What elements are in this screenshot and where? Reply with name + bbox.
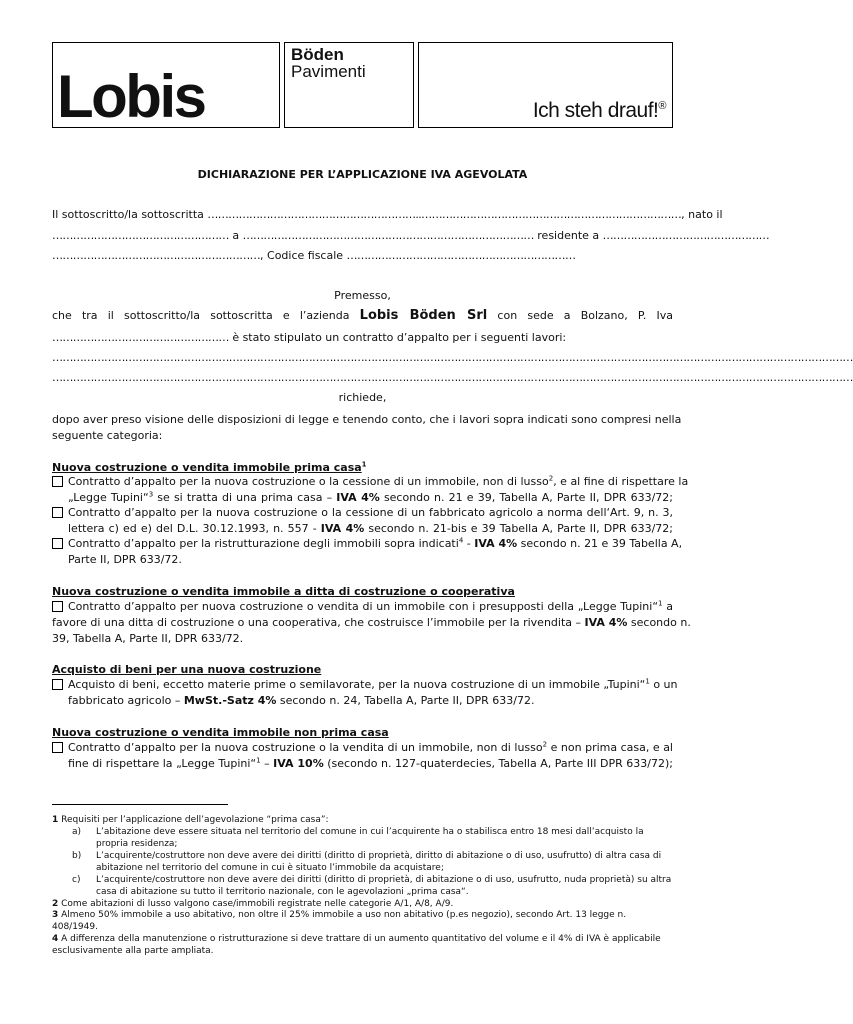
checkbox-renovation[interactable] — [52, 538, 63, 549]
section-1-heading: Nuova costruzione o vendita immobile prima casa$^1$ — [52, 460, 367, 474]
premesso: Premesso, — [334, 289, 391, 302]
s1-item2-line1: Contratto d’appalto per la nuova costruzione o la cessione di un fabbricato agricolo a norma dell‘Art. 9, n. 3, — [68, 506, 673, 519]
slogan-box — [418, 42, 673, 128]
document-title: DICHIARAZIONE PER L’APPLICAZIONE IVA AGEVOLATA — [197, 168, 528, 181]
s4-line2: fine di rispettare la „Legge Tupini“$^1$ – IVA 10% (secondo n. 127-quaterdecies, Tabella A, Parte III DPR 633/72); — [68, 756, 673, 770]
s3-line2: fabbricato agricolo – MwSt.-Satz 4% secondo n. 24, Tabella A, Parte II, DPR 633/72. — [68, 694, 535, 707]
footnote-1c: c) L’acquirente/costruttore non deve avere dei diritti (diritto di proprietà, di abitazione o di uso, usufrutto, nuda proprietà) su altra casa di abitazione su tutto il territorio nazionale, con le agevolazioni „prima casa“. — [72, 875, 672, 897]
section-4-heading: Nuova costruzione o vendita immobile non prima casa — [52, 726, 389, 739]
intro-line-2: …………………………………………… a ………………………………………………………………………… residente a ………………………………………… — [52, 229, 770, 242]
checkbox-agricultural[interactable] — [52, 507, 63, 518]
richiede: richiede, — [338, 391, 387, 404]
logo-main-text: Lobis — [57, 63, 205, 130]
intro-line-3: ……………………………………………………, Codice fiscale ………………………………………………………… — [52, 249, 576, 262]
registered-mark: ® — [658, 100, 666, 112]
s3-line1: Acquisto di beni, eccetto materie prime o semilavorate, per la nuova costruzione di un immobile „Tupini“$^1$ o un — [68, 677, 678, 691]
body-line-1: dopo aver preso visione delle disposizioni di legge e tenendo conto, che i lavori sopra indicati sono compresi nella — [52, 413, 682, 426]
footnote-4: 4 A differenza della manutenzione o ristrutturazione si deve trattare di un aumento quantitativo del volume e il 4% di IVA è applicabile esclusivamente alla parte ampliata. — [52, 934, 661, 956]
intro-line-1: Il sottoscritto/la sottoscritta ……………………………………………………..…………………………………………………………………, nato il — [52, 208, 723, 221]
boden-logo — [284, 42, 414, 128]
body-line-2: seguente categoria: — [52, 429, 163, 442]
premise-dots-line-1: …………………………………………………………………………………………………………………………………………………………………………………………………………… — [52, 351, 853, 364]
s4-line1: Contratto d’appalto per la nuova costruzione o la vendita di un immobile, non di lusso$^2$ e non prima casa, e al — [68, 740, 673, 754]
company-name: Lobis Böden Srl — [359, 308, 488, 323]
s1-item1-line2: „Legge Tupini“$^3$ se si tratta di una prima casa – IVA 4% secondo n. 21 e 39, Tabella A, Parte II, DPR 633/72; — [68, 490, 674, 504]
footnote-separator — [52, 804, 228, 805]
checkbox-goods-purchase[interactable] — [52, 679, 63, 690]
premise-dots-line-2: …………………………………………………………………………………………………………………………………………………………………………………………………………… — [52, 371, 853, 384]
footnote-1b: b) L’acquirente/costruttore non deve avere dei diritti (diritto di proprietà, diritto di abitazione o di uso, usufrutto) di altra casa di abitazione nel territorio del comune in cui è situato l’immobile da acquistare; — [72, 851, 662, 873]
s1-item1-line1: Contratto d’appalto per la nuova costruzione o la cessione di un immobile, non di lusso$^2$, e al fine di rispettare la — [68, 474, 689, 488]
checkbox-not-prima-casa[interactable] — [52, 742, 63, 753]
checkbox-prima-casa-new[interactable] — [52, 476, 63, 487]
s2-line3: 39, Tabella A, Parte II, DPR 633/72. — [52, 632, 244, 645]
premise-line-1: che tra il sottoscritto/la sottoscritta e l’azienda Lobis Böden Srl con sede a Bolzano, P. Iva — [52, 308, 674, 323]
logo-sub-line: Pavimenti — [291, 62, 366, 81]
section-3-heading: Acquisto di beni per una nuova costruzione — [52, 663, 322, 676]
footnote-2: 2 Come abitazioni di lusso valgono case/immobili registrate nelle categorie A/1, A/8, A/9. — [52, 899, 454, 909]
slogan: Ich steh drauf!® — [532, 99, 666, 122]
footnote-1: 1 Requisiti per l’applicazione dell’agevolazione “prima casa”: — [52, 815, 329, 825]
footnote-3: 3 Almeno 50% immobile a uso abitativo, non oltre il 25% immobile a uso non abitativo (p.es negozio), secondo Art. 13 legge n. 408/1949. — [52, 910, 627, 932]
lobis-logo — [52, 42, 280, 128]
s2-line1: Contratto d’appalto per nuova costruzione o vendita di un immobile con i presupposti della „Legge Tupini“$^1$ a — [68, 599, 673, 613]
s1-item2-line2: lettera c) ed e) del D.L. 30.12.1993, n. 557 - IVA 4% secondo n. 21-bis e 39 Tabella A, Parte II, DPR 633/72; — [68, 522, 673, 535]
footnote-1a: a) L’abitazione deve essere situata nel territorio del comune in cui l’acquirente ha o stabilisca entro 18 mesi dall’acquisto la propria residenza; — [72, 827, 644, 849]
logo-sub-title: Böden — [291, 45, 344, 64]
section-2-heading: Nuova costruzione o vendita immobile a ditta di costruzione o cooperativa — [52, 585, 515, 598]
s1-item3-line2: Parte II, DPR 633/72. — [68, 553, 182, 566]
s2-line2: favore di una ditta di costruzione o una cooperativa, che costruisce l’immobile per la rivendita – IVA 4% secondo n. — [52, 616, 691, 629]
s1-item3-line1: Contratto d’appalto per la ristrutturazione degli immobili sopra indicati$^4$ - IVA 4% secondo n. 21 e 39 Tabella A, — [68, 536, 683, 550]
premise-line-2: …………………………………………… è stato stipulato un contratto d’appalto per i seguenti lavori: — [52, 331, 567, 344]
